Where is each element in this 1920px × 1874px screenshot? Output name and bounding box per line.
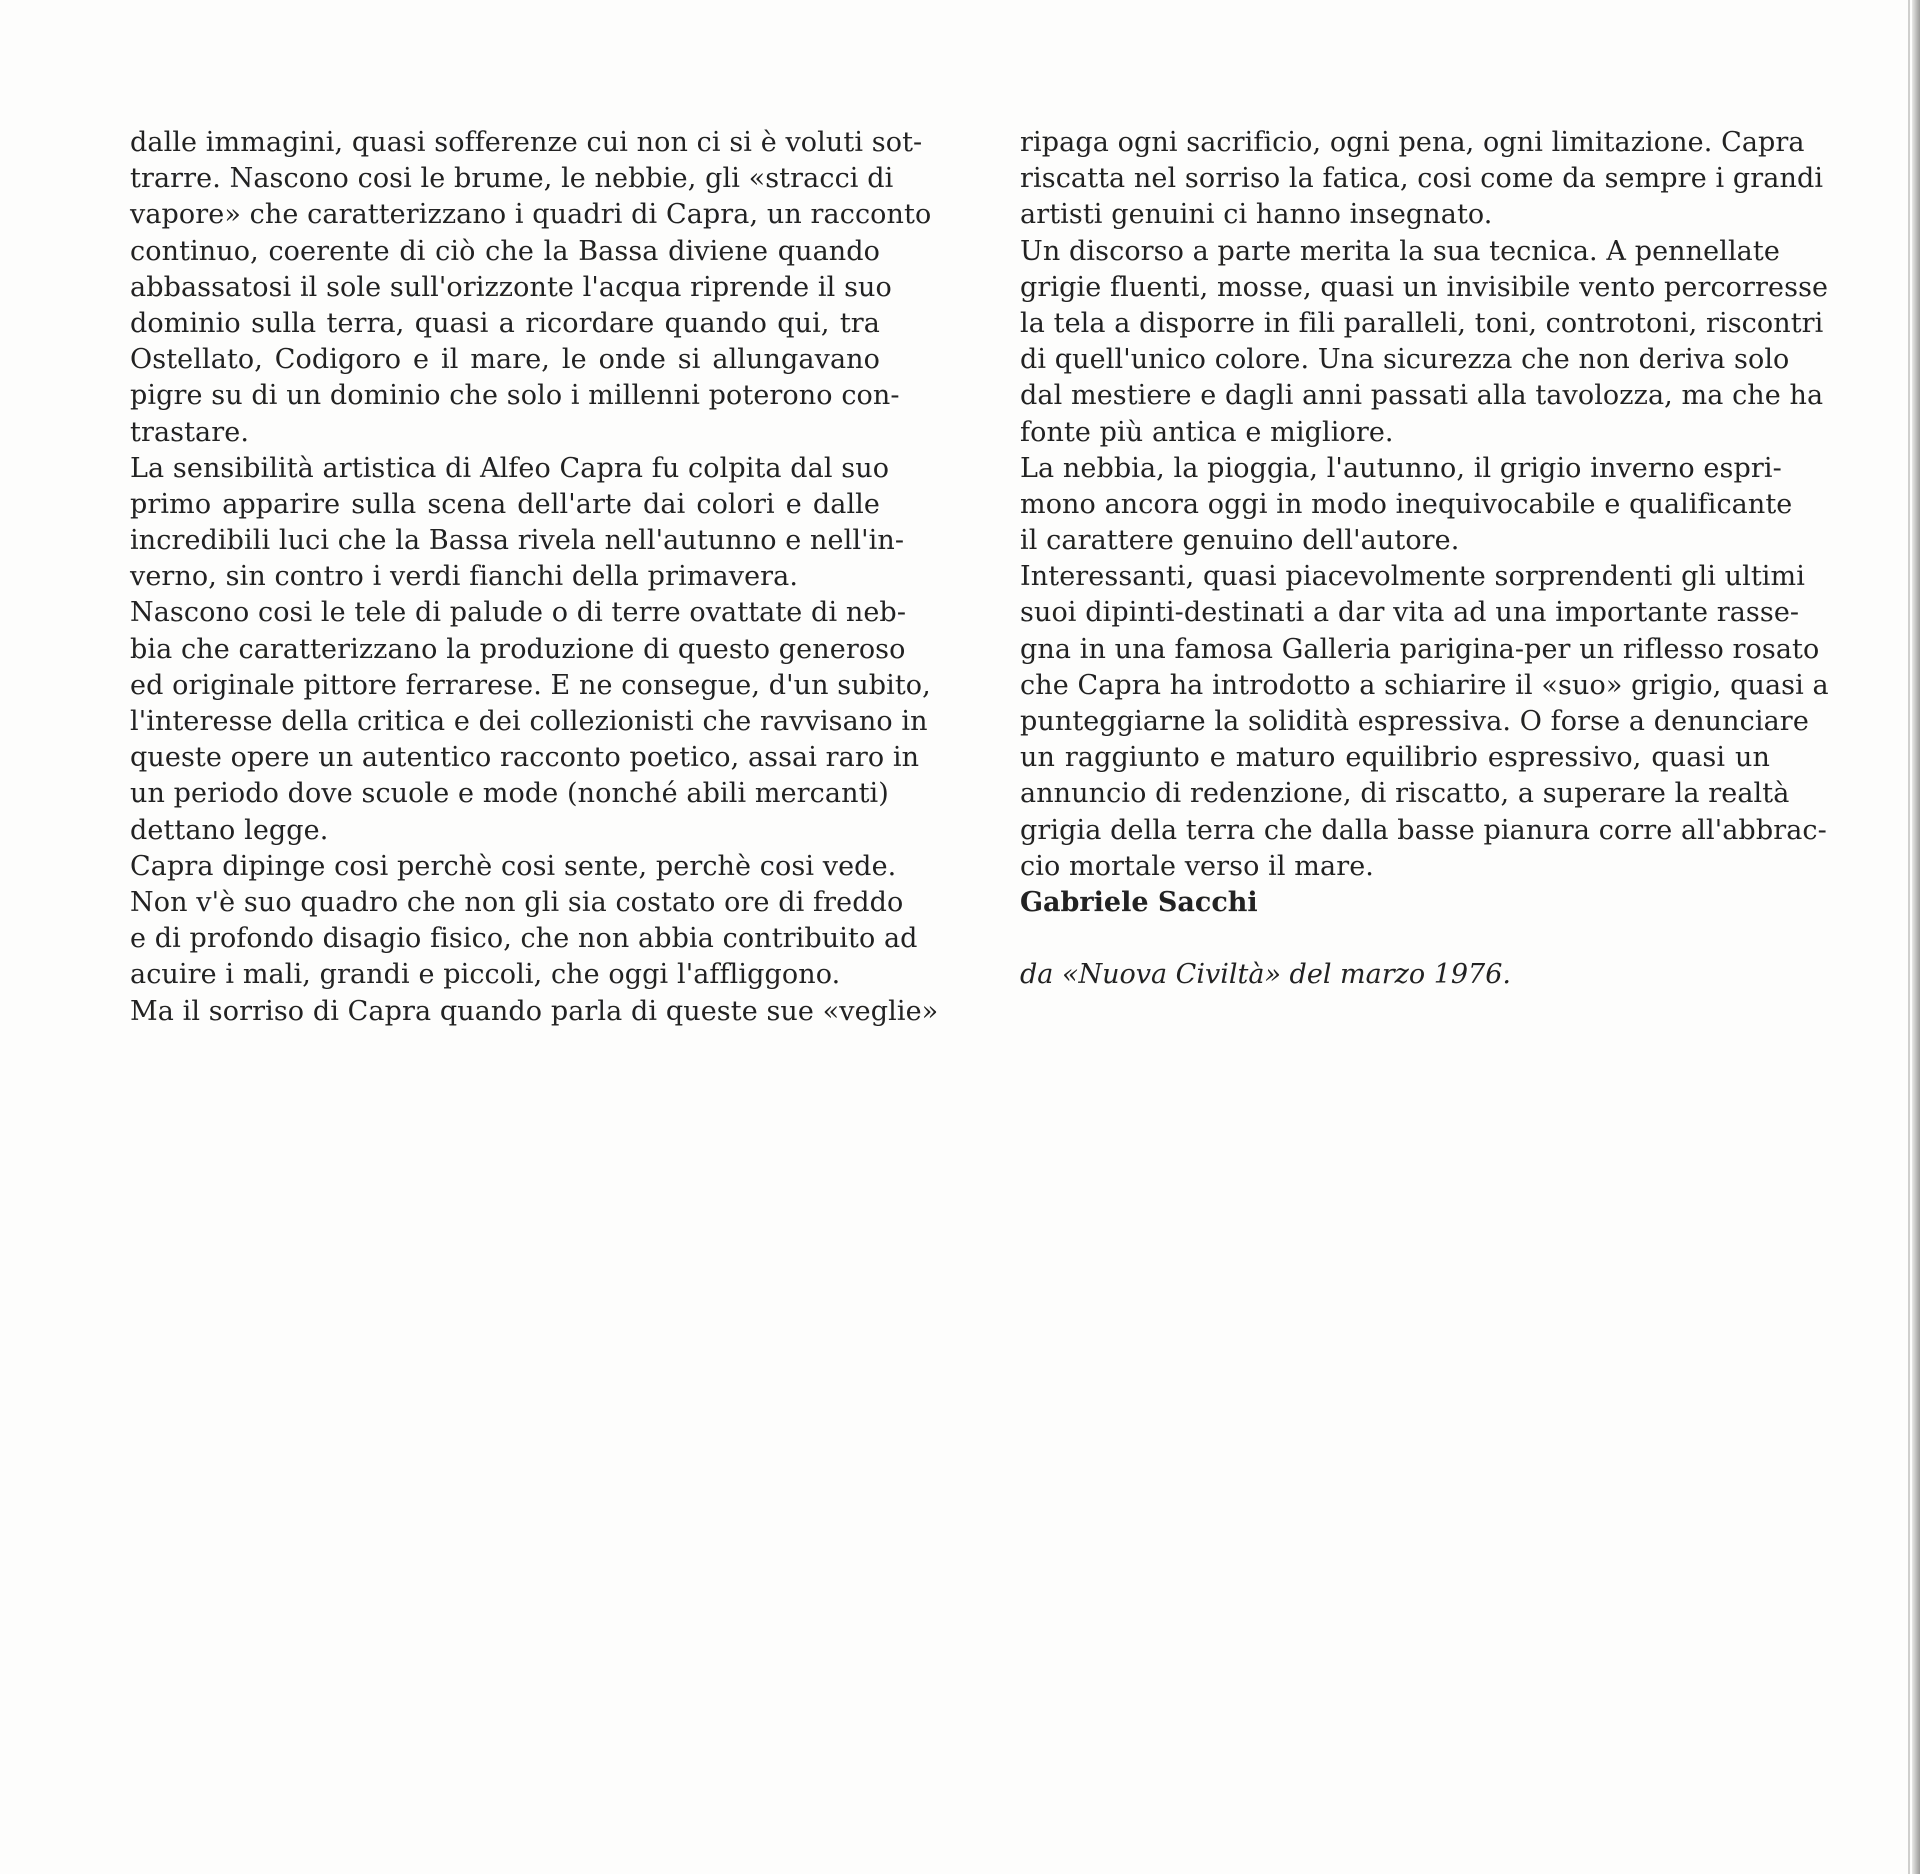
- text-line: Ostellato, Codigoro e il mare, le onde si allungavano: [130, 344, 880, 376]
- text-line: ed originale pittore ferrarese. E ne consegue, d'un subito,: [130, 669, 931, 701]
- binding-line: [1908, 0, 1910, 1874]
- text-line: Un discorso a parte merita la sua tecnica. A pennellate: [1020, 235, 1780, 267]
- text-line: trastare.: [130, 416, 250, 448]
- text-line: grigia della terra che dalla basse pianura corre all'abbrac-: [1020, 814, 1827, 846]
- text-line: un periodo dove scuole e mode (nonché abili mercanti): [130, 778, 889, 810]
- text-line: bia che caratterizzano la produzione di questo generoso: [130, 633, 906, 665]
- text-line: verno, sin contro i verdi fianchi della primavera.: [130, 561, 799, 593]
- author-signature: Gabriele Sacchi: [1020, 886, 1258, 918]
- text-line: queste opere un autentico racconto poetico, assai raro in: [130, 742, 920, 774]
- text-line: riscatta nel sorriso la fatica, cosi come da sempre i grandi: [1020, 163, 1824, 195]
- text-line: dominio sulla terra, quasi a ricordare quando qui, tra: [130, 307, 880, 339]
- text-line: dalle immagini, quasi sofferenze cui non ci si è voluti sot-: [130, 127, 923, 158]
- text-line: Non v'è suo quadro che non gli sia costato ore di freddo: [130, 886, 904, 918]
- text-line: acuire i mali, grandi e piccoli, che oggi l'affliggono.: [130, 959, 841, 991]
- text-line: vapore» che caratterizzano i quadri di Capra, un racconto: [130, 199, 932, 231]
- page-edge-shadow: [1912, 0, 1920, 1874]
- text-line: grigie fluenti, mosse, quasi un invisibile vento percorresse: [1020, 271, 1829, 303]
- text-line: Ma il sorriso di Capra quando parla di queste sue «veglie»: [130, 995, 939, 1027]
- text-line: Capra dipinge cosi perchè cosi sente, perchè cosi vede.: [130, 850, 897, 882]
- text-line: mono ancora oggi in modo inequivocabile e qualificante: [1020, 488, 1793, 520]
- text-line: Nascono cosi le tele di palude o di terre ovattate di neb-: [130, 597, 907, 629]
- text-line: la tela a disporre in fili paralleli, toni, controtoni, riscontri: [1020, 307, 1824, 339]
- text-line: Interessanti, quasi piacevolmente sorprendenti gli ultimi: [1020, 561, 1805, 593]
- text-line: abbassatosi il sole sull'orizzonte l'acqua riprende il suo: [130, 271, 892, 303]
- text-line: di quell'unico colore. Una sicurezza che non deriva solo: [1020, 344, 1790, 376]
- text-line: il carattere genuino dell'autore.: [1020, 525, 1460, 557]
- text-line: dal mestiere e dagli anni passati alla tavolozza, ma che ha: [1020, 380, 1824, 412]
- text-line: cio mortale verso il mare.: [1020, 850, 1374, 882]
- text-line: trarre. Nascono cosi le brume, le nebbie, gli «stracci di: [130, 163, 894, 195]
- text-line: punteggiarne la solidità espressiva. O forse a denunciare: [1020, 706, 1809, 737]
- text-line: fonte più antica e migliore.: [1020, 416, 1394, 448]
- right-column-lines: [1020, 125, 1829, 885]
- left-text-column: [130, 125, 939, 1030]
- text-line: un raggiunto e maturo equilibrio espressivo, quasi un: [1020, 742, 1770, 774]
- text-line: annuncio di redenzione, di riscatto, a superare la realtà: [1020, 778, 1790, 810]
- right-text-column: [1020, 125, 1829, 993]
- source-citation: da «Nuova Civiltà» del marzo 1976.: [1020, 959, 1511, 991]
- text-line: gna in una famosa Galleria parigina-per un riflesso rosato: [1020, 633, 1820, 665]
- text-line: primo apparire sulla scena dell'arte dai colori e dalle: [130, 488, 880, 520]
- text-line: pigre su di un dominio che solo i millenni poterono con-: [130, 380, 900, 412]
- text-line: La nebbia, la pioggia, l'autunno, il grigio inverno espri-: [1020, 452, 1782, 484]
- text-line: e di profondo disagio fisico, che non abbia contribuito ad: [130, 923, 918, 955]
- text-line: La sensibilità artistica di Alfeo Capra fu colpita dal suo: [130, 452, 890, 484]
- text-line: che Capra ha introdotto a schiarire il «suo» grigio, quasi a: [1020, 669, 1829, 701]
- text-line: continuo, coerente di ciò che la Bassa diviene quando: [130, 235, 880, 267]
- text-line: artisti genuini ci hanno insegnato.: [1020, 199, 1493, 231]
- text-line: suoi dipinti-destinati a dar vita ad una importante rasse-: [1020, 597, 1800, 629]
- text-line: ripaga ogni sacrificio, ogni pena, ogni limitazione. Capra: [1020, 127, 1805, 158]
- text-line: dettano legge.: [130, 814, 329, 846]
- text-line: l'interesse della critica e dei collezionisti che ravvisano in: [130, 706, 928, 737]
- text-line: incredibili luci che la Bassa rivela nell'autunno e nell'in-: [130, 525, 905, 557]
